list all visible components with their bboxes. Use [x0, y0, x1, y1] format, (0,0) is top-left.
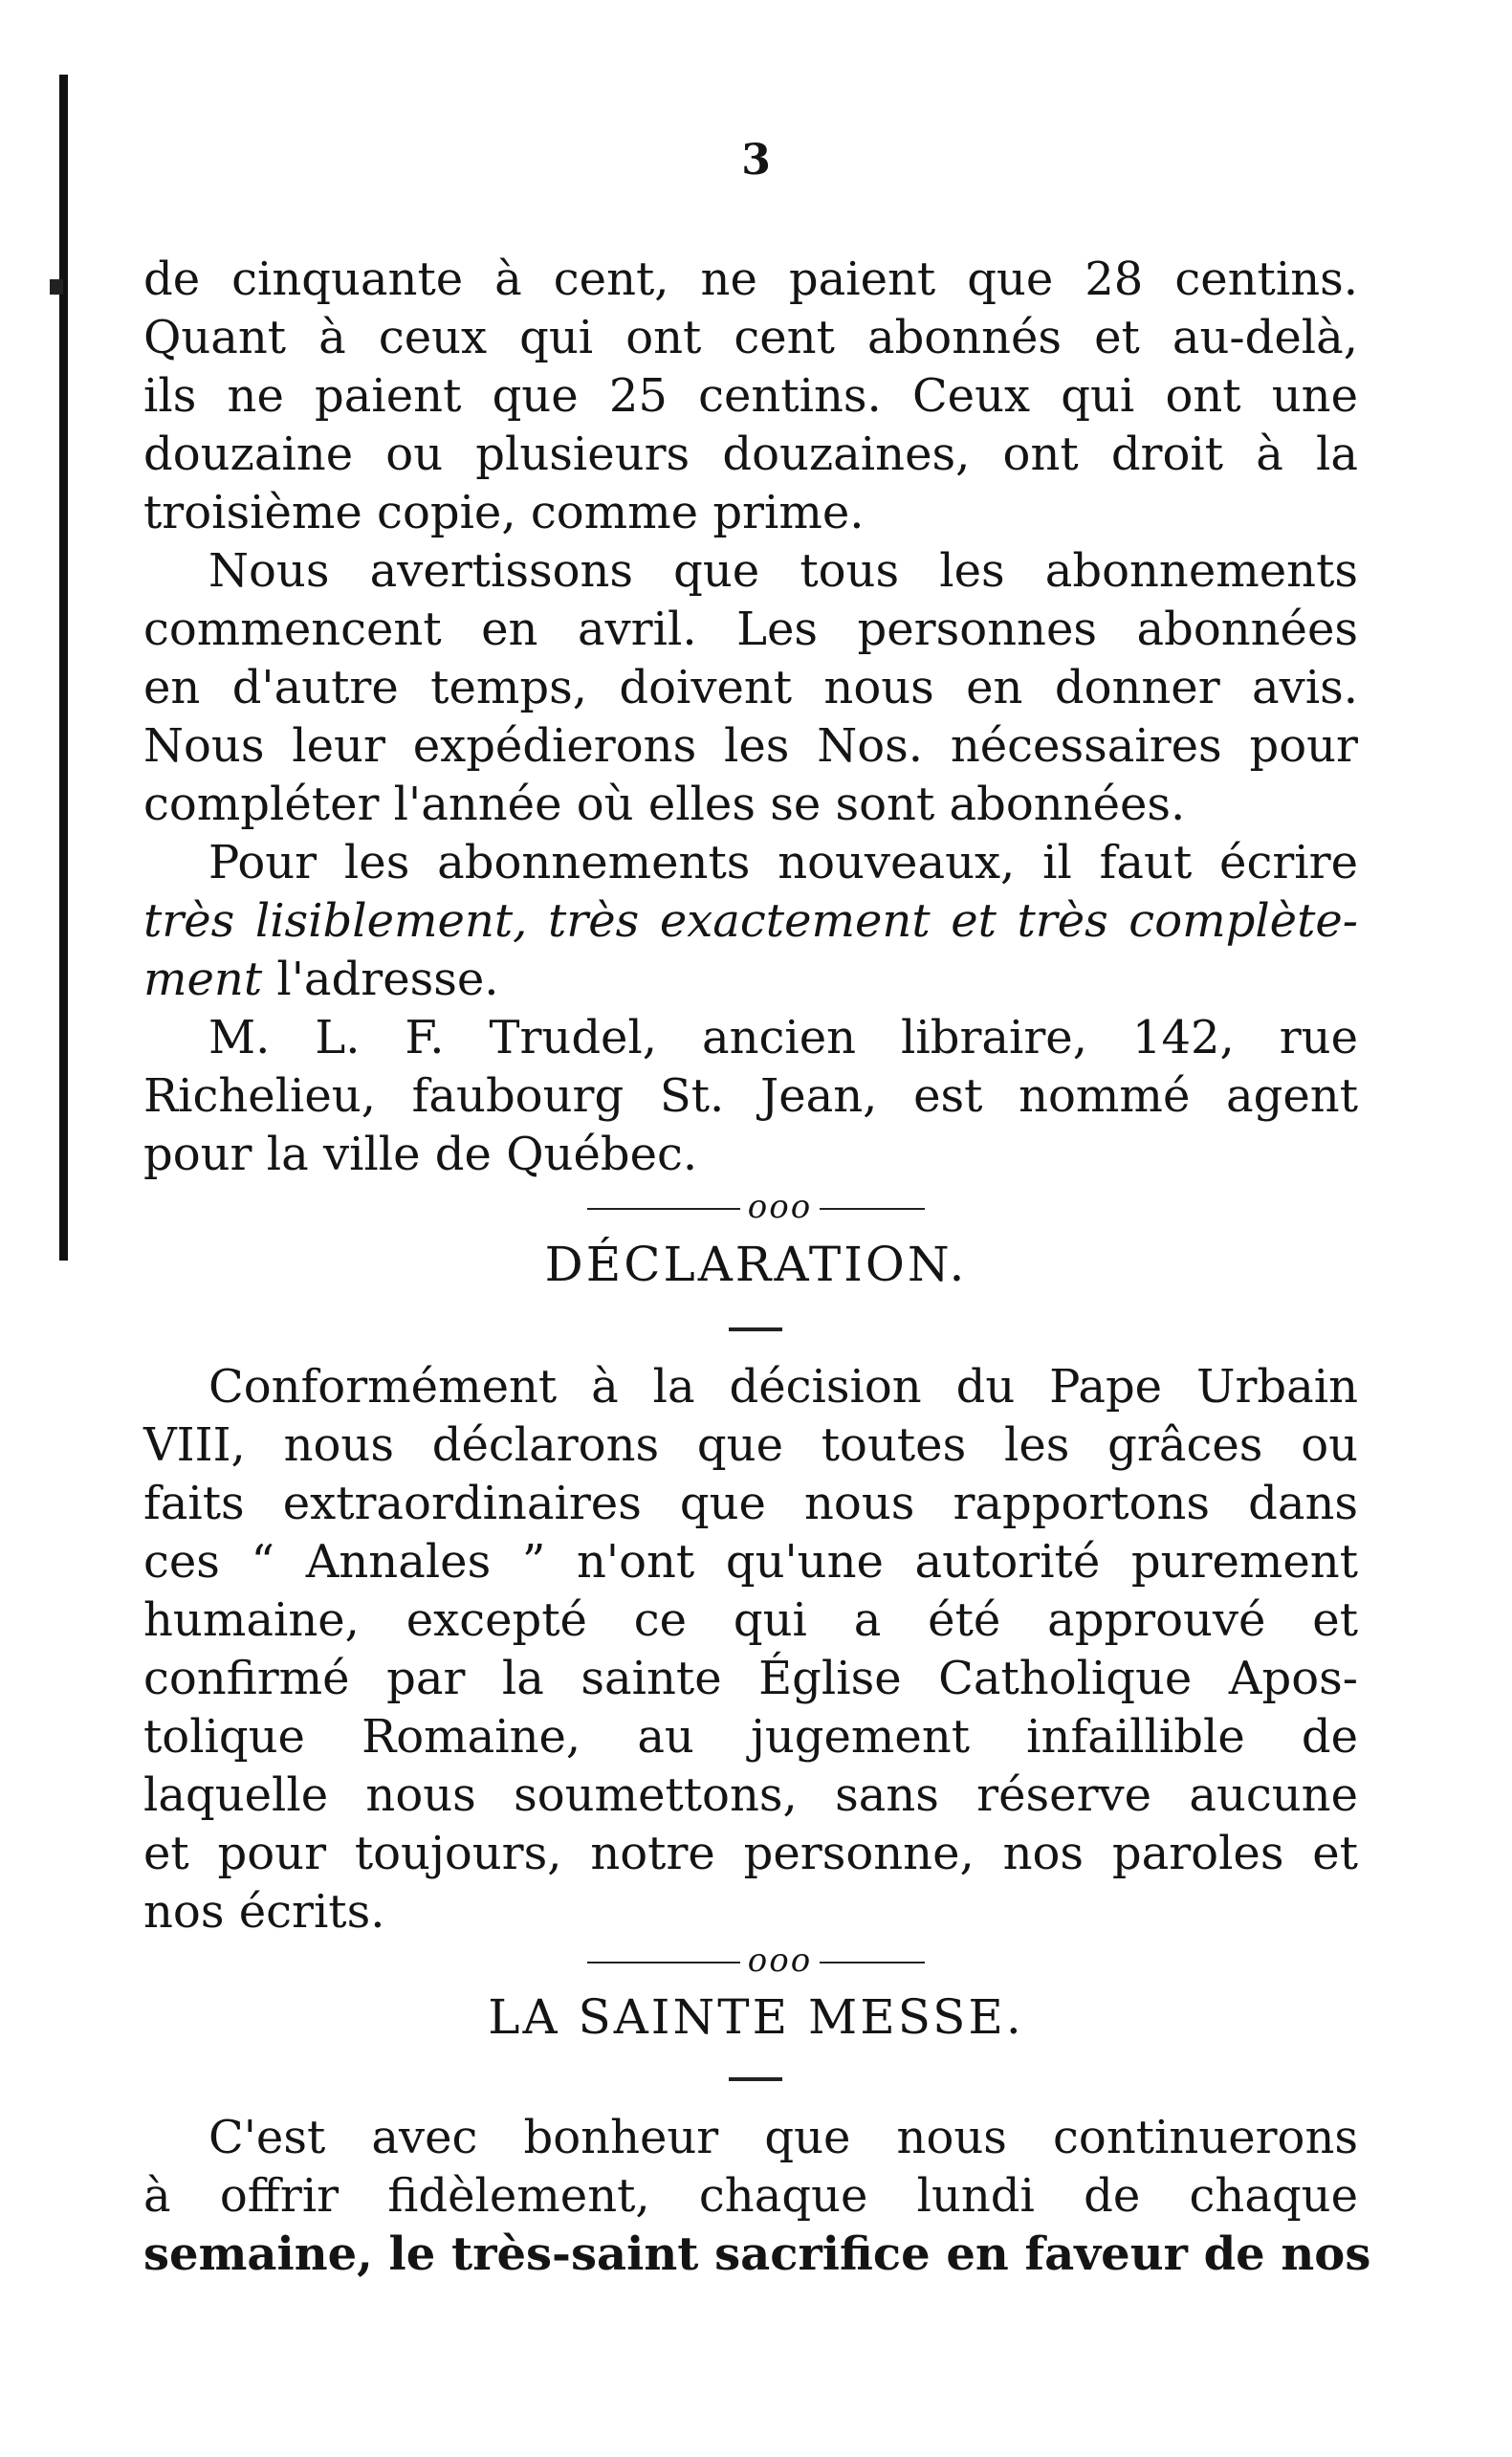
margin-binding-mark [59, 75, 68, 1261]
text-line: C'est avec bonheur que nous continuerons [208, 2111, 1358, 2164]
text-line: confirmé par la sainte Église Catholique Apos- [143, 1652, 1358, 1705]
text-line: de cinquante à cent, ne paient que 28 centins. [143, 252, 1358, 306]
page-number: 3 [741, 136, 771, 185]
text-line: compléter l'année où elles se sont abonnées. [143, 778, 1186, 831]
text-line: faits extraordinaires que nous rapportons dans [143, 1477, 1358, 1530]
text-line: M. L. F. Trudel, ancien libraire, 142, rue [208, 1011, 1358, 1064]
separator-ornament: ooo [747, 1941, 813, 1980]
text-line: Pour les abonnements nouveaux, il faut écrire [208, 836, 1358, 889]
text-fragment: l'adresse. [262, 953, 499, 1006]
separator-rule [820, 1962, 925, 1963]
text-line-italic: très lisiblement, très exactement et très complète- [143, 894, 1358, 948]
text-line: Nous leur expédierons les Nos. nécessaires pour [143, 719, 1358, 773]
text-line: Richelieu, faubourg St. Jean, est nommé agent [143, 1069, 1358, 1123]
separator-ornament: ooo [747, 1188, 813, 1226]
section-separator [0, 1188, 1512, 1226]
text-line: semaine, le très-saint sacrifice en faveur de nos [143, 2227, 1371, 2281]
section-separator [0, 1941, 1512, 1980]
text-line: laquelle nous soumettons, sans réserve aucune [143, 1768, 1358, 1822]
separator-rule [587, 1962, 740, 1963]
paragraph-declaration [143, 1358, 1358, 1941]
heading-declaration: DÉCLARATION. [544, 1237, 968, 1292]
text-line: pour la ville de Québec. [143, 1128, 698, 1181]
separator-rule [587, 1208, 740, 1210]
text-line: VIII, nous déclarons que toutes les grâces ou [143, 1418, 1358, 1472]
heading-dash [729, 2077, 782, 2081]
text-line: à offrir fidèlement, chaque lundi de chaque [143, 2169, 1358, 2223]
paragraph-sainte-messe [143, 2109, 1371, 2284]
paragraph-subscriptions [143, 542, 1358, 834]
text-line: Nous avertissons que tous les abonnements [208, 544, 1358, 598]
text-line: et pour toujours, notre personne, nos paroles et [143, 1827, 1358, 1880]
italic-word: ment [143, 953, 263, 1006]
paragraph-agent [143, 1009, 1358, 1184]
text-line: tolique Romaine, au jugement infaillible de [143, 1710, 1358, 1764]
text-line: commencent en avril. Les personnes abonnées [143, 603, 1358, 656]
text-line: troisième copie, comme prime. [143, 486, 865, 539]
text-line [143, 951, 1358, 1009]
paragraph-address [143, 834, 1358, 1009]
text-line: Conformément à la décision du Pape Urbain [208, 1360, 1358, 1414]
heading-sainte-messe: LA SAINTE MESSE. [488, 1989, 1024, 2045]
text-line: nos écrits. [143, 1885, 385, 1939]
text-line: ils ne paient que 25 centins. Ceux qui ont une [143, 369, 1358, 423]
margin-tick-mark [50, 279, 63, 295]
separator-rule [820, 1208, 925, 1210]
text-line: en d'autre temps, doivent nous en donner avis. [143, 661, 1358, 714]
text-line: Quant à ceux qui ont cent abonnés et au-delà, [143, 311, 1358, 364]
paragraph-pricing [143, 251, 1358, 542]
text-line: douzaine ou plusieurs douzaines, ont droit à la [143, 428, 1358, 481]
text-line: humaine, excepté ce qui a été approuvé et [143, 1593, 1358, 1647]
text-line: ces “ Annales ” n'ont qu'une autorité purement [143, 1535, 1358, 1589]
heading-dash [729, 1327, 782, 1331]
